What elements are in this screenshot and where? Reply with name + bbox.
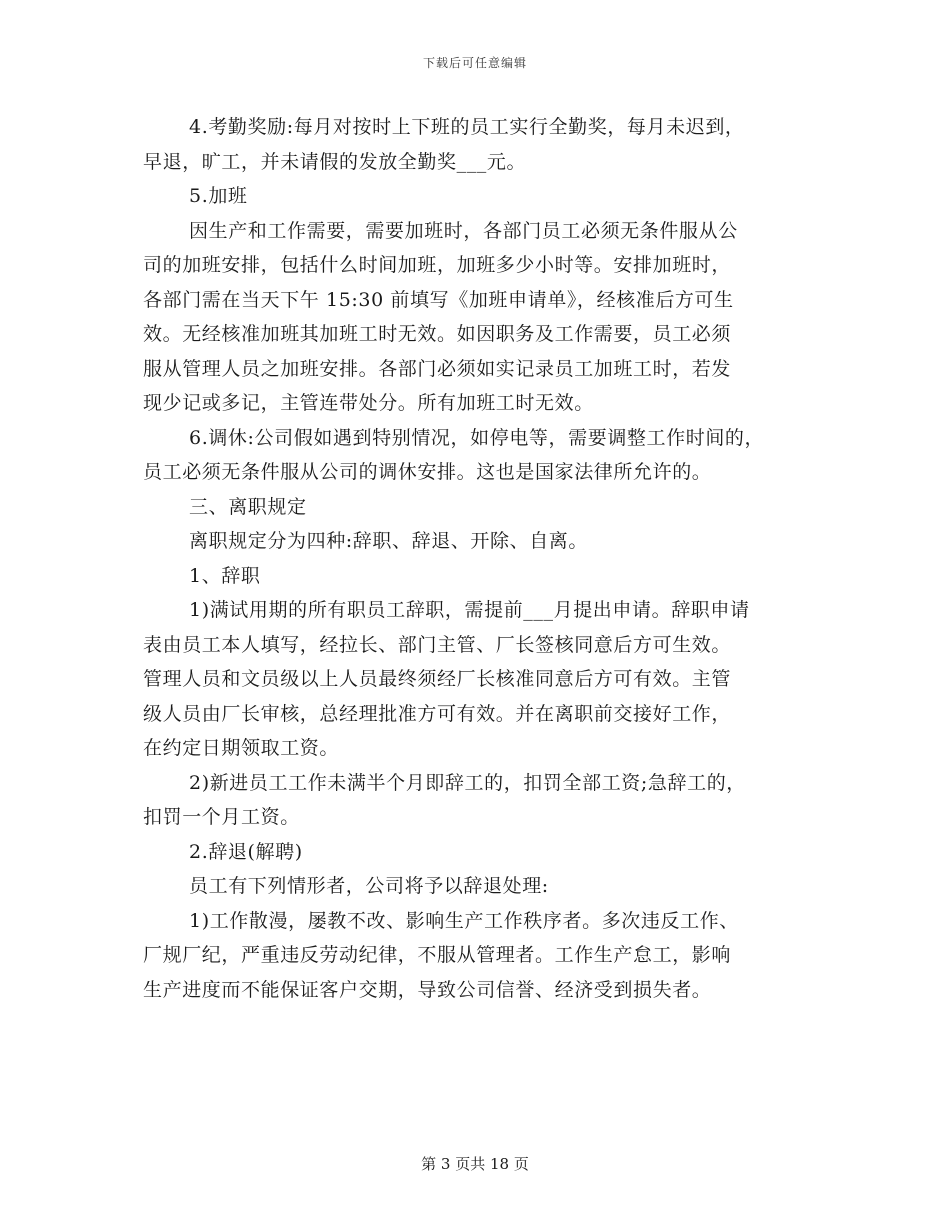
body-line: 6.调休:公司假如遇到特别情况，如停电等，需要调整工作时间的， [189, 426, 765, 449]
body-line: 员工有下列情形者，公司将予以辞退处理: [189, 875, 549, 897]
body-line: 生产进度而不能保证客户交期，导致公司信誉、经济受到损失者。 [143, 978, 712, 1001]
page-number: 第 3 页共 18 页 [421, 1155, 529, 1173]
section-heading: 1、辞职 [189, 564, 261, 587]
page-header: 下载后可任意编辑 [422, 56, 527, 70]
body-line: 管理人员和文员级以上人员最终须经厂长核准同意后方可有效。主管 [143, 668, 732, 690]
body-line: 因生产和工作需要，需要加班时，各部门员工必须无条件服从公 [189, 219, 738, 242]
body-line: 表由员工本人填写，经拉长、部门主管、厂长签核同意后方可生效。 [143, 633, 732, 656]
body-line: 早退，旷工，并未请假的发放全勤奖___元。 [143, 150, 527, 173]
body-line: 级人员由厂长审核，总经理批准方可有效。并在离职前交接好工作， [143, 702, 732, 725]
body-line: 1)工作散漫，屡教不改、影响生产工作秩序者。多次违反工作、 [189, 909, 739, 932]
body-line: 厂规厂纪，严重违反劳动纪律，不服从管理者。工作生产怠工，影响 [143, 944, 732, 966]
body-line: 员工必须无条件服从公司的调休安排。这也是国家法律所允许的。 [143, 461, 712, 483]
body-line: 效。无经核准加班其加班工时无效。如因职务及工作需要，员工必须 [143, 323, 732, 345]
body-line: 在约定日期领取工资。 [143, 737, 340, 759]
body-line: 各部门需在当天下午 15:30 前填写《加班申请单》，经核准后方可生 [143, 288, 734, 311]
body-line: 服从管理人员之加班安排。各部门必须如实记录员工加班工时，若发 [143, 357, 732, 380]
body-line: 1)满试用期的所有职员工辞职，需提前___月提出申请。辞职申请 [189, 599, 750, 621]
section-heading: 2.辞退(解聘) [189, 840, 303, 863]
body-line: 离职规定分为四种:辞职、辞退、开除、自离。 [189, 530, 589, 552]
document-body [143, 110, 813, 1007]
section-heading: 三、离职规定 [189, 495, 307, 518]
body-line: 司的加班安排，包括什么时间加班，加班多少小时等。安排加班时， [143, 254, 732, 276]
section-heading: 5.加班 [189, 185, 248, 207]
body-line: 2)新进员工工作未满半个月即辞工的，扣罚全部工资;急辞工的， [189, 771, 746, 794]
body-line: 4.考勤奖励:每月对按时上下班的员工实行全勤奖，每月未迟到， [189, 116, 745, 138]
body-line: 现少记或多记，主管连带处分。所有加班工时无效。 [143, 392, 594, 414]
body-line: 扣罚一个月工资。 [143, 806, 300, 828]
